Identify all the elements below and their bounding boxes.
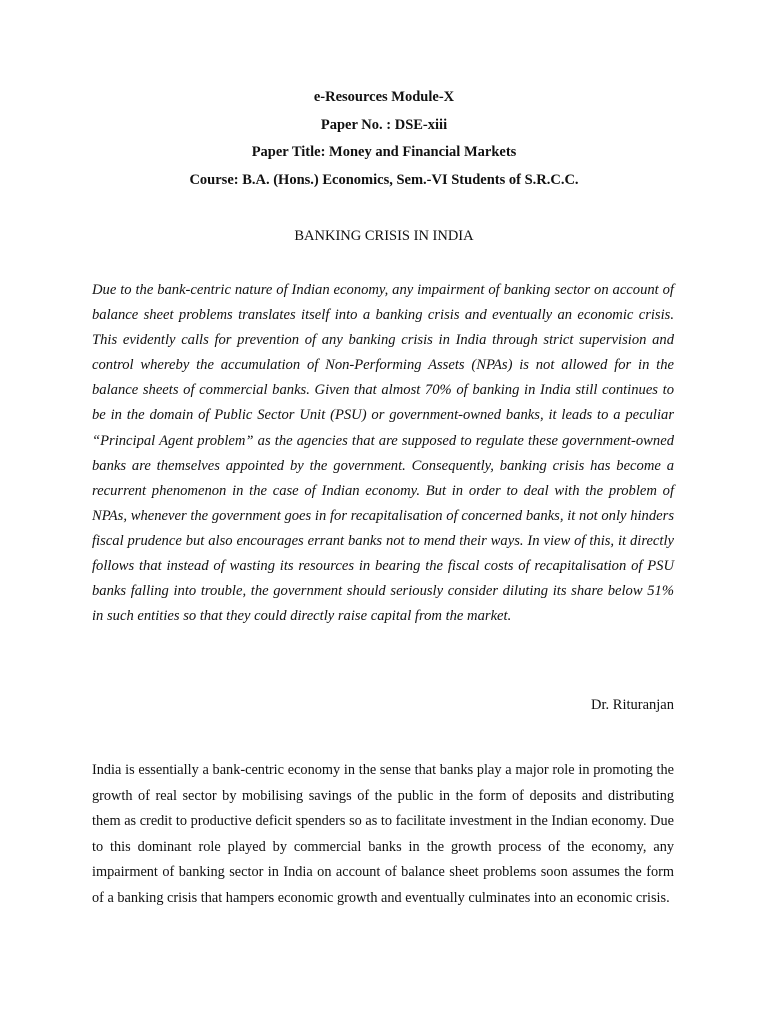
module-header bbox=[0, 84, 768, 194]
paper-title: Paper Title: Money and Financial Markets bbox=[251, 144, 517, 160]
abstract-paragraph: Due to the bank-centric nature of Indian economy, any impairment of banking sector on account of balance sheet problems translates itself into a banking crisis and eventually an economic crisis. This evidently calls for prevention of any banking crisis in India through strict supervision and control whereby the accumulation of Non-Performing Assets (NPAs) is not allowed for in the balance sheets of commercial banks. Given that almost 70% of banking in India still continues to be in the domain of Public Sector Unit (PSU) or government-owned banks, it leads to a peculiar “Principal Agent problem” as the agencies that are supposed to regulate these government-owned banks are themselves appointed by the government. Consequently, banking crisis has become a recurrent phenomenon in the case of Indian economy. But in order to deal with the problem of NPAs, whenever the government goes in for recapitalisation of concerned banks, it not only hinders fiscal prudence but also encourages errant banks not to mend their ways. In view of this, it directly follows that instead of wasting its resources in bearing the fiscal costs of recapitalisation of PSU banks falling into trouble, the government should seriously consider diluting its share below 51% in such entities so that they could directly raise capital from the market. bbox=[92, 282, 674, 625]
paper-number: Paper No. : DSE-xiii bbox=[320, 116, 448, 133]
document-title: BANKING CRISIS IN INDIA bbox=[294, 228, 474, 244]
module-title: e-Resources Module-X bbox=[313, 89, 455, 105]
author-name: Dr. Rituranjan bbox=[591, 697, 674, 713]
body-paragraph: India is essentially a bank-centric economy in the sense that banks play a major role in promoting the growth of real sector by mobilising savings of the public in the form of deposits and distributing them as credit to productive deficit spenders so as to facilitate investment in the Indian economy. Due to this dominant role played by commercial banks in the growth process of the economy, any impairment of banking sector in India on account of balance sheet problems soon assumes the form of a banking crisis that hampers economic growth and eventually culminates into an economic crisis. bbox=[92, 762, 674, 906]
course-info: Course: B.A. (Hons.) Economics, Sem.-VI Students of S.R.C.C. bbox=[189, 171, 579, 188]
